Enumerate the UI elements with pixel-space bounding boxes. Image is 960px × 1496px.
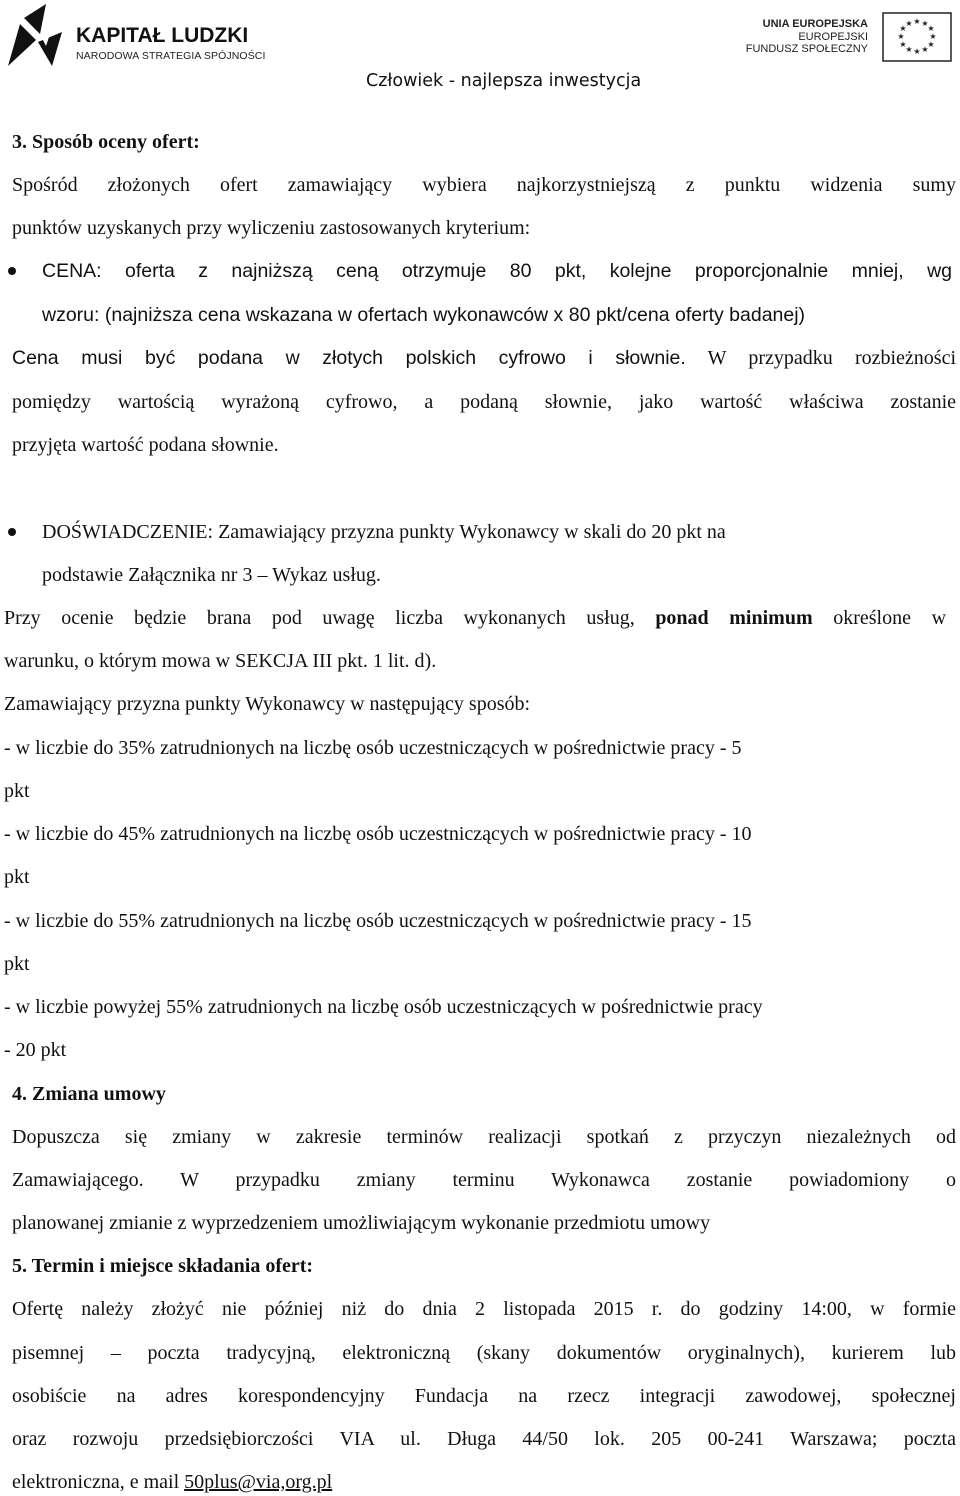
section-4-heading: 4. Zmiana umowy: [12, 1083, 166, 1105]
section-5-heading: 5. Termin i miejsce składania ofert:: [12, 1255, 314, 1277]
svg-text:★: ★: [921, 19, 929, 28]
ocena-line-1-part-c: określone w: [833, 607, 947, 629]
bullet-cena: [8, 267, 16, 275]
section-4-line-2: Zamawiającego. W przypadku zmiany terminu Wykonawca zostanie powiadomiony o: [12, 1169, 956, 1191]
kapital-ludzki-emblem-icon: [6, 4, 64, 68]
eu-logo-text: [746, 18, 868, 56]
email-prefix: elektroniczna, e mail: [12, 1471, 185, 1493]
cena-line-5: przyjęta wartość podana słownie.: [12, 434, 279, 456]
points-item-4-unit: - 20 pkt: [4, 1039, 67, 1061]
section-3-intro-line-1: Spośród złożonych ofert zamawiający wybiera najkorzystniejszą z punktu widzenia sumy: [12, 174, 956, 196]
svg-text:★: ★: [927, 40, 935, 49]
ocena-line-1-bold: ponad minimum: [655, 607, 813, 629]
cena-line-2: wzoru: (najniższa cena wskazana w ofertach wykonawców x 80 pkt/cena oferty badanej): [42, 304, 806, 326]
points-item-2: - w liczbie do 45% zatrudnionych na liczbę osób uczestniczących w pośrednictwie pracy - 10: [4, 823, 752, 845]
section-5-line-2: pisemnej – poczta tradycyjną, elektroniczną (skany dokumentów oryginalnych), kurierem lub: [12, 1342, 956, 1364]
eu-line-3: FUNDUSZ SPOŁECZNY: [745, 43, 868, 55]
kapital-ludzki-title: KAPITAŁ LUDZKI: [76, 24, 249, 47]
points-item-1: - w liczbie do 35% zatrudnionych na liczbę osób uczestniczących w pośrednictwie pracy - 5: [4, 737, 742, 759]
eu-line-1: UNIA EUROPEJSKA: [762, 18, 868, 30]
cena-line-3-part-a: Cena musi być podana w złotych polskich cyfrowo i słownie.: [12, 347, 686, 369]
svg-text:★: ★: [905, 45, 913, 54]
cena-line-3: [12, 346, 956, 370]
section-5-line-1: Ofertę należy złożyć nie później niż do dnia 2 listopada 2015 r. do godziny 14:00, w formie: [12, 1298, 956, 1320]
svg-text:★: ★: [897, 32, 905, 41]
email-link[interactable]: 50plus@via,org.pl: [184, 1471, 333, 1493]
section-5-line-4: oraz rozwoju przedsiębiorczości VIA ul. Długa 44/50 lok. 205 00-241 Warszawa; poczta: [12, 1428, 956, 1450]
kapital-ludzki-logo: [6, 4, 266, 70]
svg-text:★: ★: [913, 47, 921, 56]
points-item-3-unit: pkt: [4, 953, 30, 975]
points-item-2-unit: pkt: [4, 866, 30, 888]
svg-text:★: ★: [905, 19, 913, 28]
eu-logo: [745, 12, 952, 68]
svg-text:★: ★: [927, 24, 935, 33]
cena-line-4: pomiędzy wartością wyrażoną cyfrowo, a podaną słownie, jako wartość właściwa zostanie: [12, 391, 956, 413]
svg-text:★: ★: [921, 45, 929, 54]
points-item-4: - w liczbie powyżej 55% zatrudnionych na liczbę osób uczestniczących w pośrednictwie pracy: [4, 996, 763, 1018]
section-4-line-1: Dopuszcza się zmiany w zakresie terminów realizacji spotkań z przyczyn niezależnych od: [12, 1126, 956, 1148]
doswiadczenie-line-1: DOŚWIADCZENIE: Zamawiający przyzna punkty Wykonawcy w skali do 20 pkt na: [42, 521, 726, 543]
page-header: [0, 0, 960, 100]
ocena-line-2: warunku, o którym mowa w SEKCJA III pkt. 1 lit. d).: [4, 650, 437, 672]
cena-line-1: CENA: oferta z najniższą ceną otrzymuje 80 pkt, kolejne proporcjonalnie mniej, wg: [42, 260, 952, 282]
ocena-line-1-part-a: Przy ocenie będzie brana pod uwagę liczba wykonanych usług,: [4, 607, 635, 629]
points-item-1-unit: pkt: [4, 780, 30, 802]
sposob-line: Zamawiający przyzna punkty Wykonawcy w następujący sposób:: [4, 693, 531, 715]
eu-line-2: EUROPEJSKI: [798, 30, 868, 43]
section-3-intro-line-2: punktów uzyskanych przy wyliczeniu zastosowanych kryterium:: [12, 217, 531, 239]
header-tagline: Człowiek - najlepsza inwestycja: [366, 71, 642, 91]
kapital-ludzki-subtitle: NARODOWA STRATEGIA SPÓJNOŚCI: [76, 50, 266, 62]
eu-flag-icon: [882, 12, 952, 62]
points-item-3: - w liczbie do 55% zatrudnionych na liczbę osób uczestniczących w pośrednictwie pracy - 15: [4, 910, 752, 932]
cena-line-3-part-b: W przypadku rozbieżności: [707, 347, 957, 369]
bullet-doswiadczenie: [8, 528, 16, 536]
svg-text:★: ★: [899, 40, 907, 49]
svg-text:★: ★: [899, 24, 907, 33]
section-4-line-3: planowanej zmianie z wyprzedzeniem umożliwiającym wykonanie przedmiotu umowy: [12, 1212, 711, 1234]
doswiadczenie-line-2: podstawie Załącznika nr 3 – Wykaz usług.: [42, 564, 381, 586]
svg-text:★: ★: [913, 17, 921, 26]
section-3-heading: 3. Sposób oceny ofert:: [12, 131, 200, 153]
section-5-line-3: osobiście na adres korespondencyjny Fundacja na rzecz integracji zawodowej, społecznej: [12, 1385, 956, 1407]
section-5-line-5: [12, 1470, 956, 1494]
svg-text:★: ★: [929, 32, 937, 41]
ocena-line-1: [4, 606, 946, 630]
